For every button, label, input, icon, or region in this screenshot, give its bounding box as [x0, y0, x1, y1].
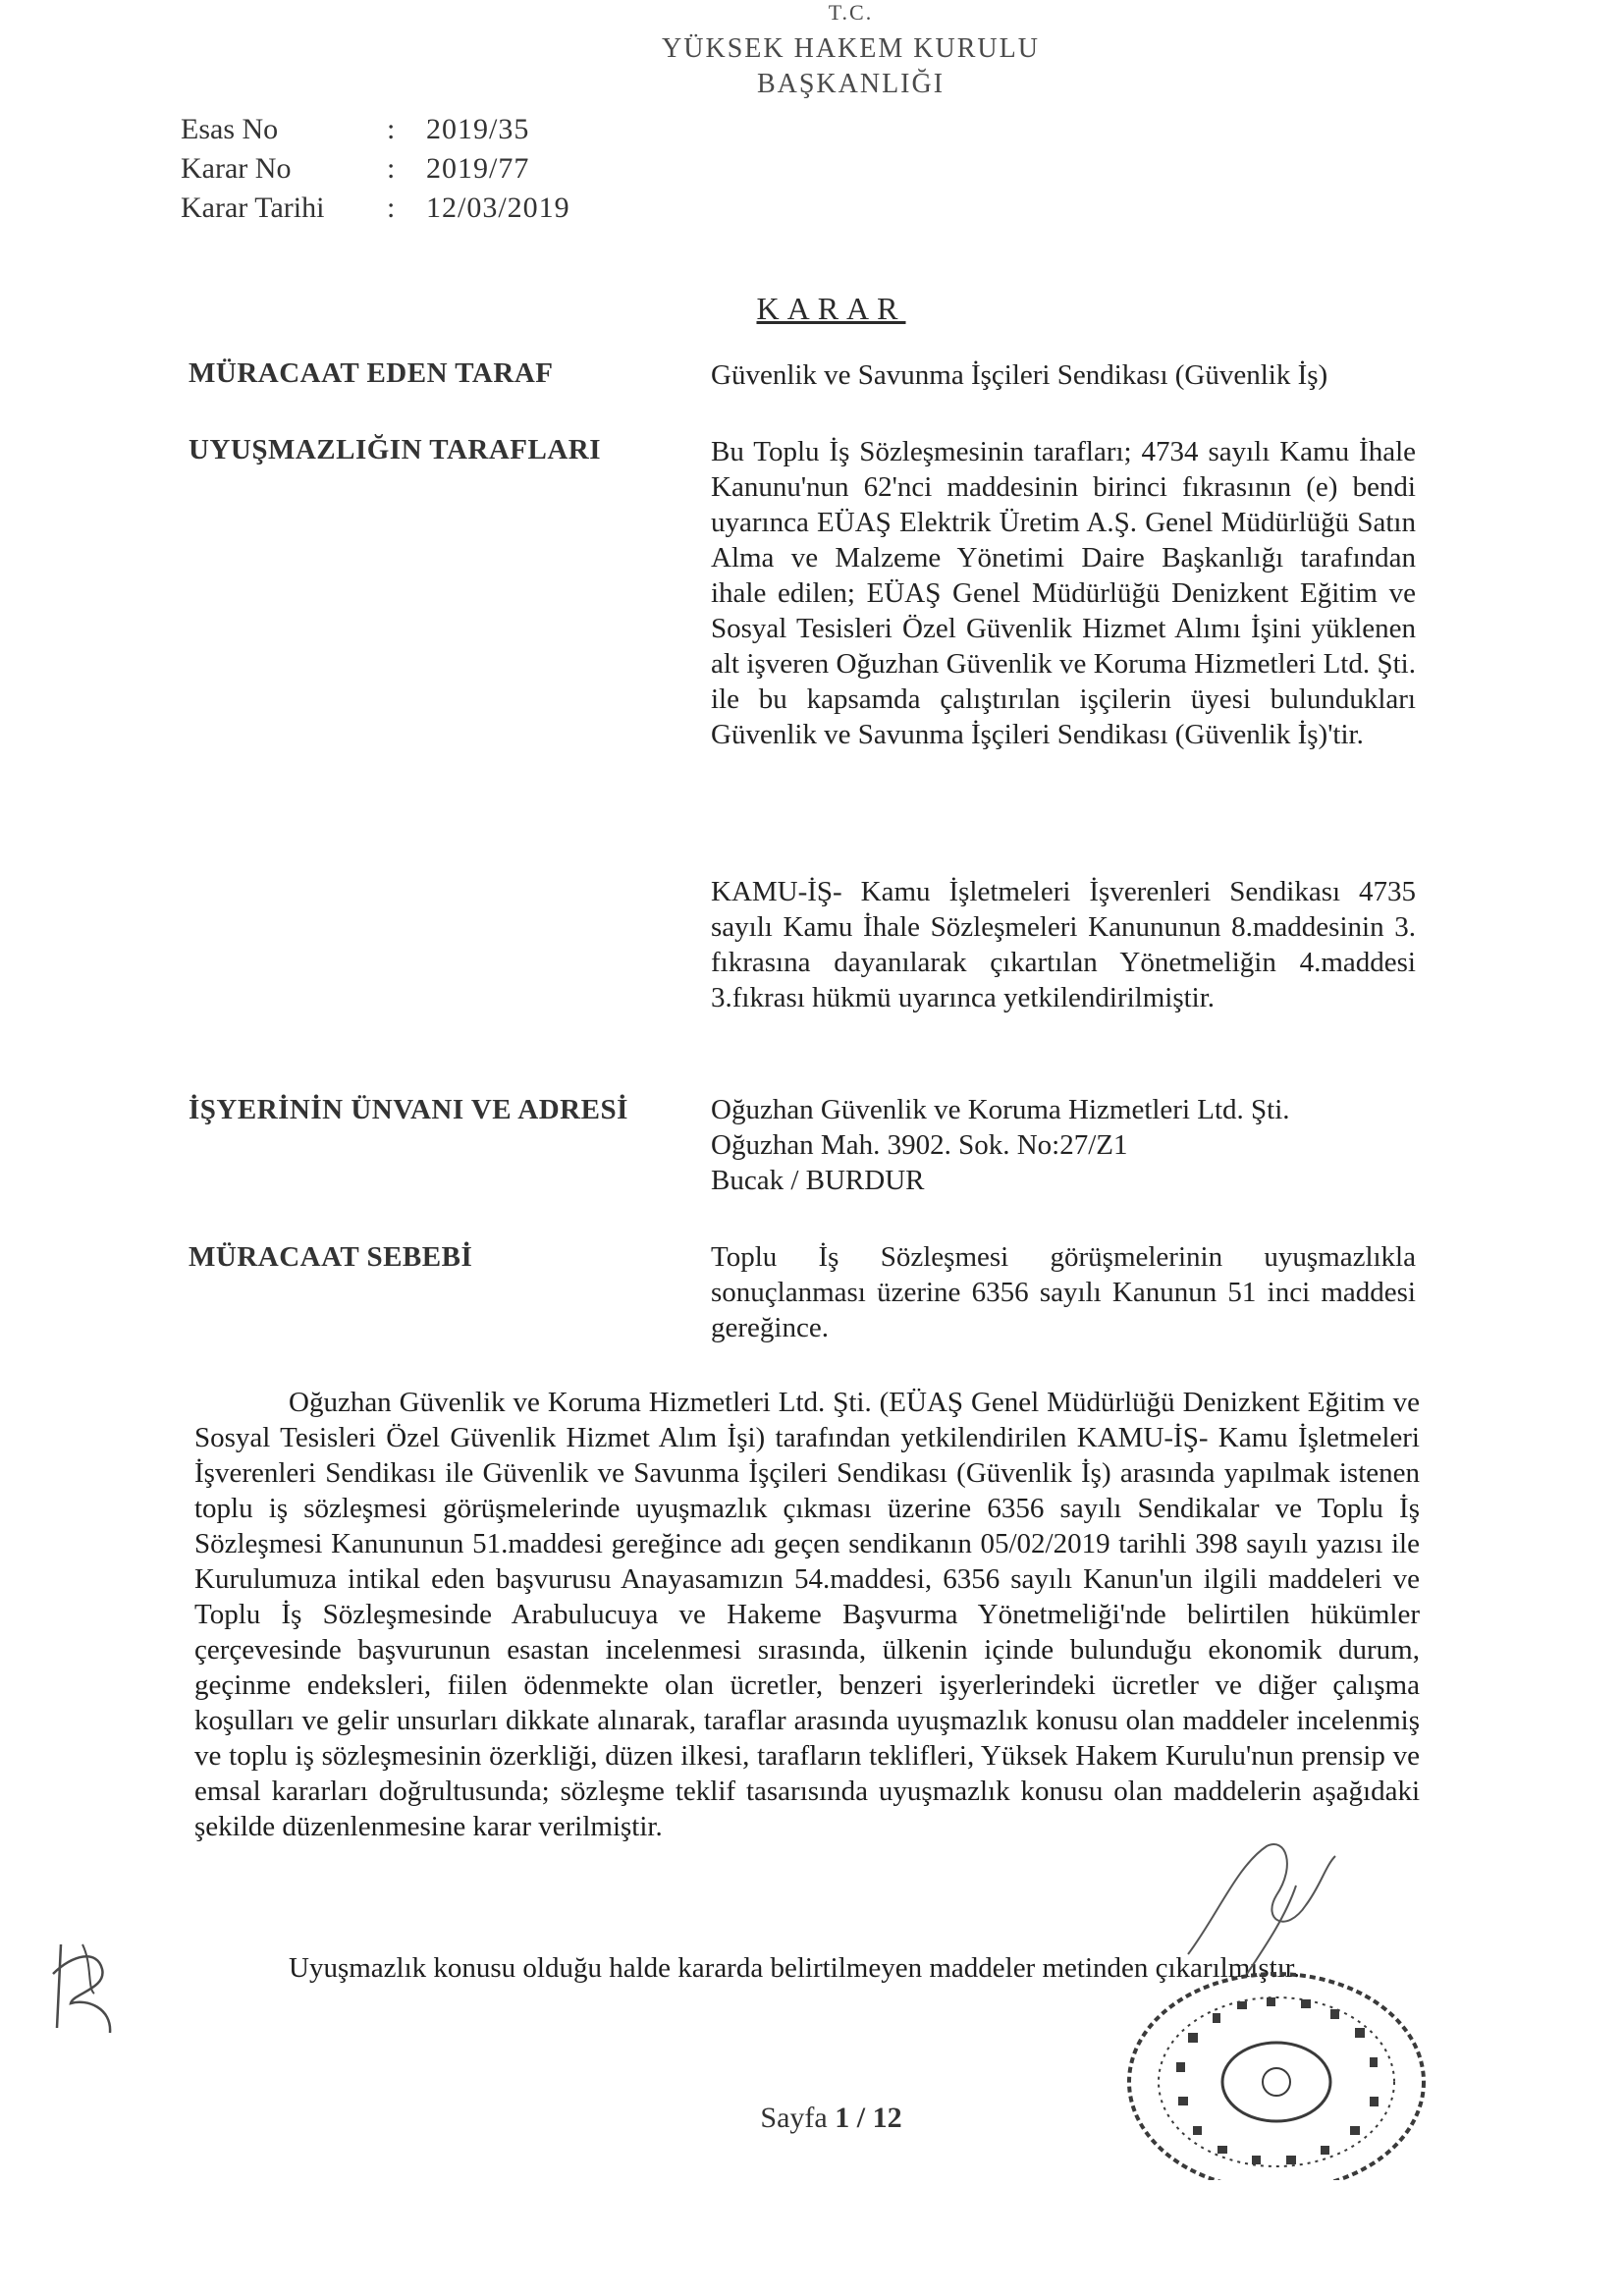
decision-paragraph: Oğuzhan Güvenlik ve Koruma Hizmetleri Ltd. Şti. (EÜAŞ Genel Müdürlüğü Denizkent Eğitim ve Sosyal Tesisleri Özel Güvenlik Hizmet Alım İşi) tarafından yetkilendirilen KAMU-İŞ- Kamu İşletmeleri İşverenleri Sendikası ile Güvenlik ve Savunma İşçileri Sendikası (Güvenlik İş) arasında yapılmak istenen toplu iş sözleşmesi görüşmelerinde uyuşmazlık çıkması üzerine 6356 sayılı Sendikalar ve Toplu İş Sözleşmesi Kanununun 51.maddesi gereğince adı geçen sendikanın 05/02/2019 tarihli 398 sayılı yazısı ile Kurulumuza intikal eden başvurusu Anayasamızın 54.maddesi, 6356 sayılı Kanun'un ilgili maddeleri ve Toplu İş Sözleşmesinde Arabulucuya ve Hakeme Başvurma Yönetmeliği'nde belirtilen hükümler çerçevesinde başvurunun esastan incelenmesi sırasında, ülkenin içinde bulunduğu ekonomik durum, geçinme endeksleri, fiilen ödenmekte olan ücretler, benzeri işyerlerindeki ücretler ve diğer çalışma koşulları ve gelir unsurları dikkate alınarak, taraflar arasında uyuşmazlık konusu olan maddeler incelenmiş ve toplu iş sözleşmesinin özerkliği, düzen ilkesi, tarafların teklifleri, Yüksek Hakem Kurulu'nun prensip ve emsal kararları doğrultusunda; sözleşme teklif tasarısında uyuşmazlık konusu olan maddelerin aşağıdaki şekilde düzenlenmesine karar verilmiştir. — [194, 1387, 1420, 1842]
section-text-applicant: Güvenlik ve Savunma İşçileri Sendikası (Güvenlik İş) — [711, 359, 1328, 391]
page-number: 1 / 12 — [835, 2102, 902, 2134]
section-label-parties: UYUŞMAZLIĞIN TARAFLARI — [189, 434, 602, 465]
meta-colon: : — [387, 113, 396, 145]
section-label-reason: MÜRACAAT SEBEBİ — [189, 1241, 473, 1273]
workplace-city: Bucak / BURDUR — [711, 1165, 925, 1196]
header-institution: YÜKSEK HAKEM KURULU — [662, 33, 1040, 64]
document-title: KARAR — [756, 291, 906, 326]
section-text-parties: Bu Toplu İş Sözleşmesinin tarafları; 4734 sayılı Kamu İhale Kanunu'nun 62'nci maddesinin birinci fıkrasının (e) bendi uyarınca EÜAŞ Elektrik Üretim A.Ş. Genel Müdürlüğü Satın Alma ve Malzeme Yönetimi Daire Başkanlığı tarafından ihale edilen; EÜAŞ Genel Müdürlüğü Denizkent Eğitim ve Sosyal Tesisleri Özel Güvenlik Hizmet Alımı İşini yüklenen alt işveren Oğuzhan Güvenlik ve Koruma Hizmetleri Ltd. Şti. ile bu kapsamda çalıştırılan işçilerin üyesi bulundukları Güvenlik ve Savunma İşçileri Sendikası (Güvenlik İş)'tir. — [711, 436, 1416, 750]
handwritten-initials-icon — [43, 1935, 132, 2043]
page-number-prefix: Sayfa — [760, 2102, 836, 2134]
section-text-parties-employer: KAMU-İŞ- Kamu İşletmeleri İşverenleri Sendikası 4735 sayılı Kamu İhale Sözleşmeleri Kanununun 8.maddesinin 3. fıkrasına dayanılarak çıkartılan Yönetmeliğin 4.maddesi 3.fıkrası hükmü uyarınca yetkilendirilmiştir. — [711, 876, 1416, 1013]
meta-colon: : — [387, 191, 396, 224]
meta-row-esas — [181, 110, 570, 149]
header-tc: T.C. — [828, 0, 874, 25]
section-text-workplace — [711, 1092, 1416, 1198]
meta-value: 2019/35 — [426, 113, 530, 145]
removed-articles-paragraph: Uyuşmazlık konusu olduğu halde kararda belirtilmeyen maddeler metinden çıkarılmıştır. — [289, 1952, 1301, 1984]
header-presidency: BAŞKANLIĞI — [756, 69, 946, 99]
workplace-street: Oğuzhan Mah. 3902. Sok. No:27/Z1 — [711, 1129, 1128, 1161]
case-metadata — [181, 110, 570, 228]
meta-colon: : — [387, 152, 396, 185]
meta-label: Esas No — [181, 113, 279, 145]
official-seal-icon — [1119, 1954, 1434, 2180]
meta-label: Karar No — [181, 152, 292, 185]
meta-row-karar — [181, 149, 570, 189]
section-label-applicant: MÜRACAAT EDEN TARAF — [189, 357, 554, 389]
section-label-workplace: İŞYERİNİN ÜNVANI VE ADRESİ — [189, 1094, 628, 1125]
meta-value: 12/03/2019 — [426, 191, 570, 224]
meta-value: 2019/77 — [426, 152, 530, 185]
section-text-reason: Toplu İş Sözleşmesi görüşmelerinin uyuşmazlıkla sonuçlanması üzerine 6356 sayılı Kanunun 51 inci maddesi gereğince. — [711, 1241, 1416, 1343]
meta-row-tarih — [181, 189, 570, 228]
workplace-name: Oğuzhan Güvenlik ve Koruma Hizmetleri Ltd. Şti. — [711, 1094, 1290, 1125]
meta-label: Karar Tarihi — [181, 191, 325, 224]
